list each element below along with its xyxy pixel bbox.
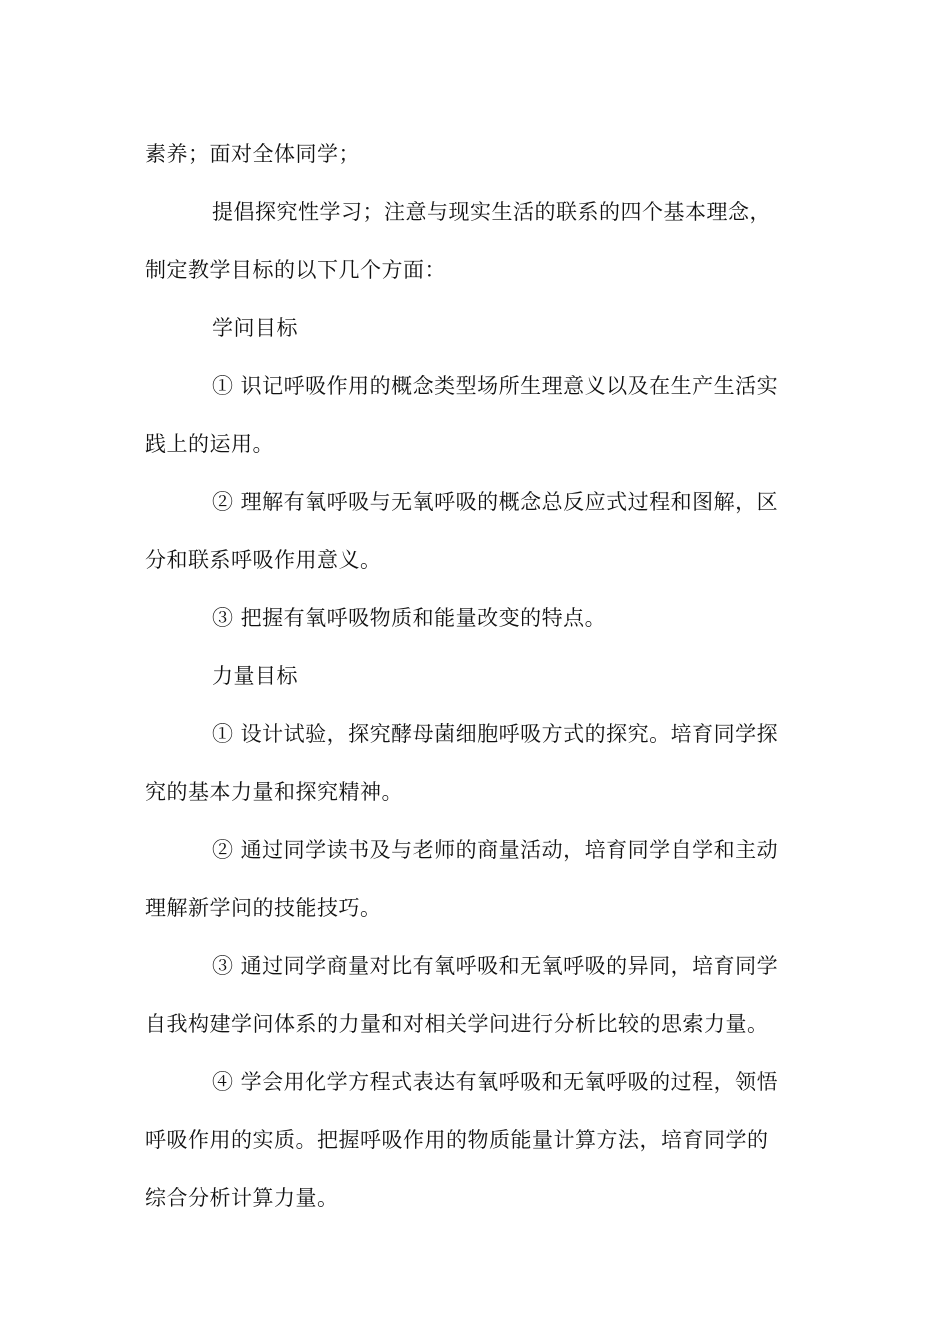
text-line: ④ 学会用化学方程式表达有氧呼吸和无氧呼吸的过程，领悟	[212, 1070, 779, 1094]
text-line: 分和联系呼吸作用意义。	[145, 548, 382, 572]
text-line: 综合分析计算力量。	[145, 1186, 339, 1210]
text-line: ① 识记呼吸作用的概念类型场所生理意义以及在生产生活实	[212, 374, 779, 398]
text-line: 究的基本力量和探究精神。	[145, 780, 403, 804]
text-line: ② 通过同学读书及与老师的商量活动，培育同学自学和主动	[212, 838, 779, 862]
text-line: 制定教学目标的以下几个方面：	[145, 258, 446, 282]
section-heading: 学问目标	[212, 316, 298, 340]
text-line: ③ 通过同学商量对比有氧呼吸和无氧呼吸的异同，培育同学	[212, 954, 779, 978]
text-line: 践上的运用。	[145, 432, 274, 456]
text-line: 提倡探究性学习；注意与现实生活的联系的四个基本理念，	[212, 200, 771, 224]
text-line: 呼吸作用的实质。把握呼吸作用的物质能量计算方法，培育同学的	[145, 1128, 769, 1152]
text-line: ① 设计试验，探究酵母菌细胞呼吸方式的探究。培育同学探	[212, 722, 779, 746]
text-line: 素养；面对全体同学；	[145, 142, 360, 166]
text-line: 理解新学问的技能技巧。	[145, 896, 382, 920]
text-line: 自我构建学问体系的力量和对相关学问进行分析比较的思索力量。	[145, 1012, 769, 1036]
section-heading: 力量目标	[212, 664, 298, 688]
text-line: ② 理解有氧呼吸与无氧呼吸的概念总反应式过程和图解，区	[212, 490, 779, 514]
text-line: ③ 把握有氧呼吸物质和能量改变的特点。	[212, 606, 607, 630]
